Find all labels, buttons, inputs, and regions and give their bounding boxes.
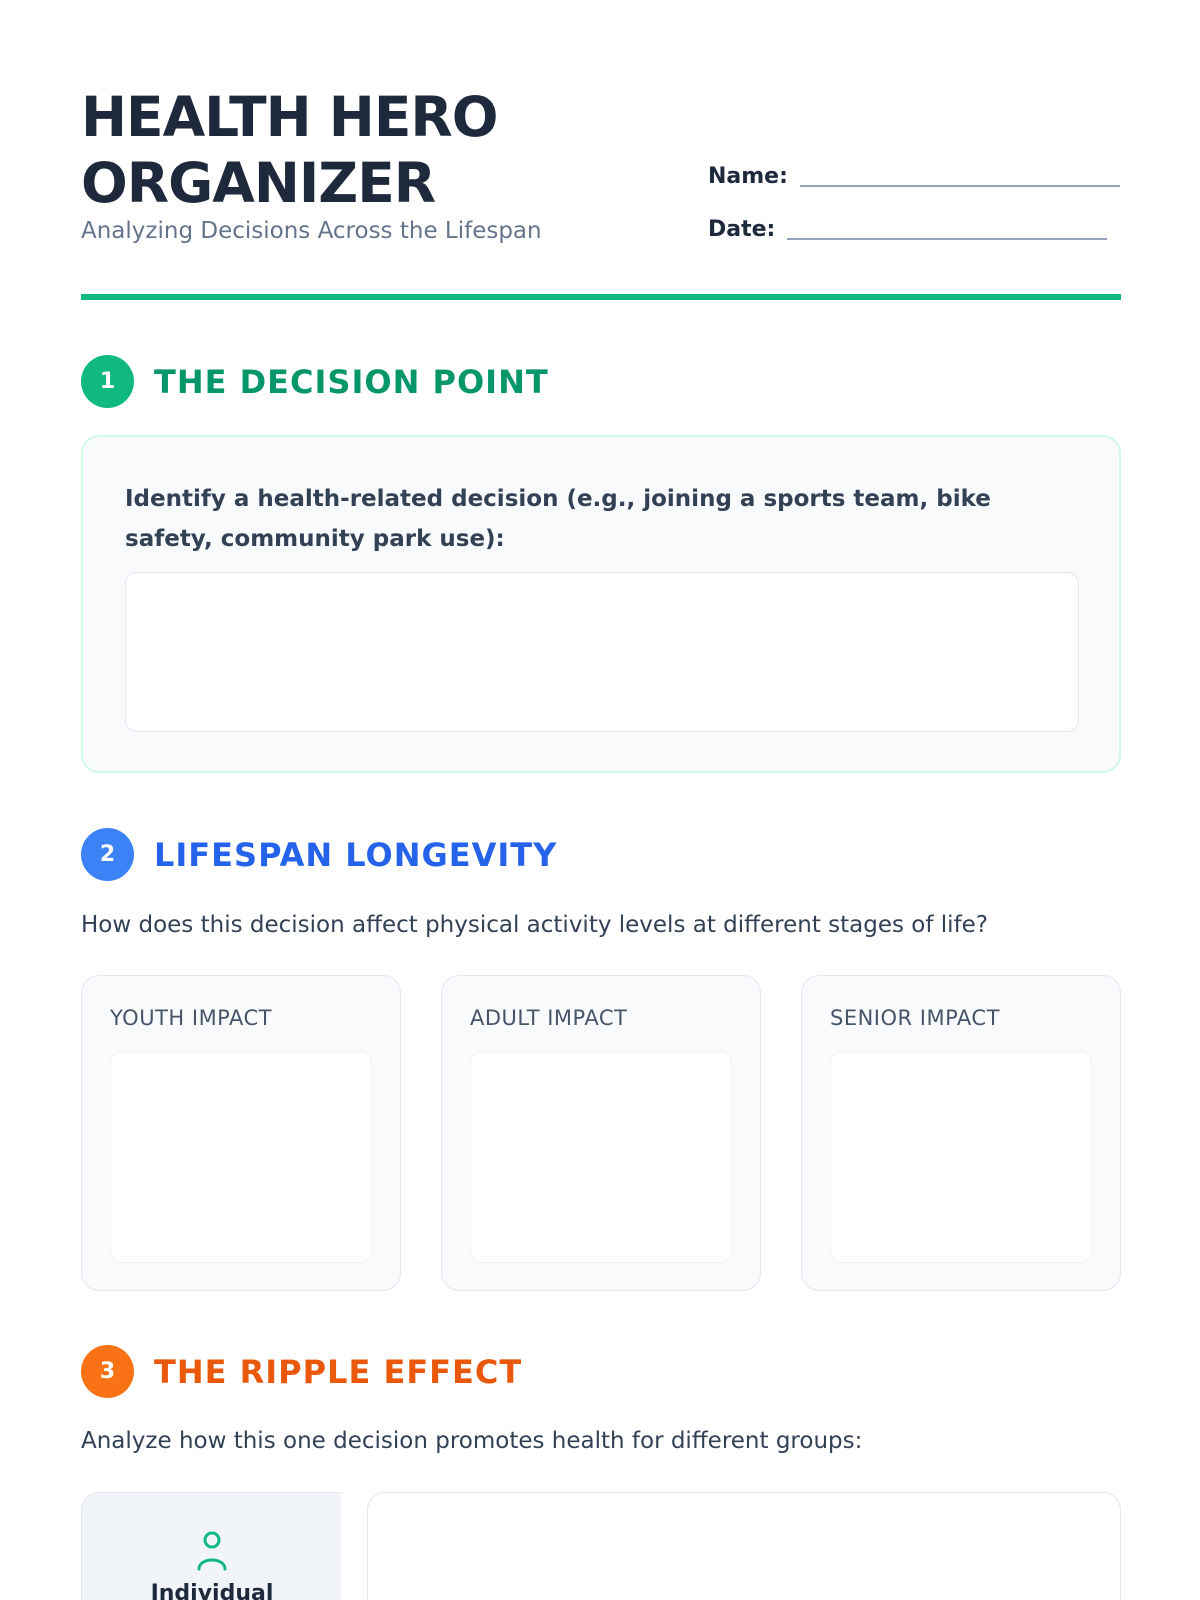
date-field[interactable] [708,217,1107,242]
senior-impact-card [801,975,1121,1291]
person-icon [196,1531,228,1571]
individual-group-label: Individual [150,1581,274,1600]
youth-impact-card [81,975,401,1291]
ripple-question: Analyze how this one decision promotes health for different groups: [81,1428,863,1454]
section-2-header [81,828,557,881]
senior-impact-label: SENIOR IMPACT [830,1006,1000,1030]
decision-prompt: Identify a health-related decision (e.g., joining a sports team, bike safety, community park use): [125,486,991,552]
decision-point-card [81,435,1121,773]
lifespan-question: How does this decision affect physical activity levels at different stages of life? [81,912,989,938]
section-1-title: THE DECISION POINT [154,362,549,401]
individual-group-label-cell [81,1492,341,1600]
section-3-number-badge: 3 [81,1345,134,1398]
section-1-number-badge: 1 [81,355,134,408]
header-divider [81,294,1121,300]
page-title: HEALTH HERO ORGANIZER [81,85,498,215]
adult-impact-answer-box[interactable] [470,1051,732,1263]
date-input-line[interactable] [787,238,1107,240]
section-2-title: LIFESPAN LONGEVITY [154,835,558,874]
page-subtitle: Analyzing Decisions Across the Lifespan [81,218,542,244]
section-1-header [81,355,549,408]
name-field[interactable] [708,164,1120,189]
individual-answer-box[interactable] [367,1492,1121,1600]
name-label: Name: [708,164,788,189]
adult-impact-card [441,975,761,1291]
section-2-number-badge: 2 [81,828,134,881]
name-input-line[interactable] [800,185,1120,187]
section-3-header [81,1345,522,1398]
decision-answer-box[interactable] [125,572,1079,732]
youth-impact-label: YOUTH IMPACT [110,1006,272,1030]
youth-impact-answer-box[interactable] [110,1051,372,1263]
adult-impact-label: ADULT IMPACT [470,1006,628,1030]
section-3-title: THE RIPPLE EFFECT [154,1352,523,1391]
date-label: Date: [708,217,776,242]
senior-impact-answer-box[interactable] [830,1051,1092,1263]
